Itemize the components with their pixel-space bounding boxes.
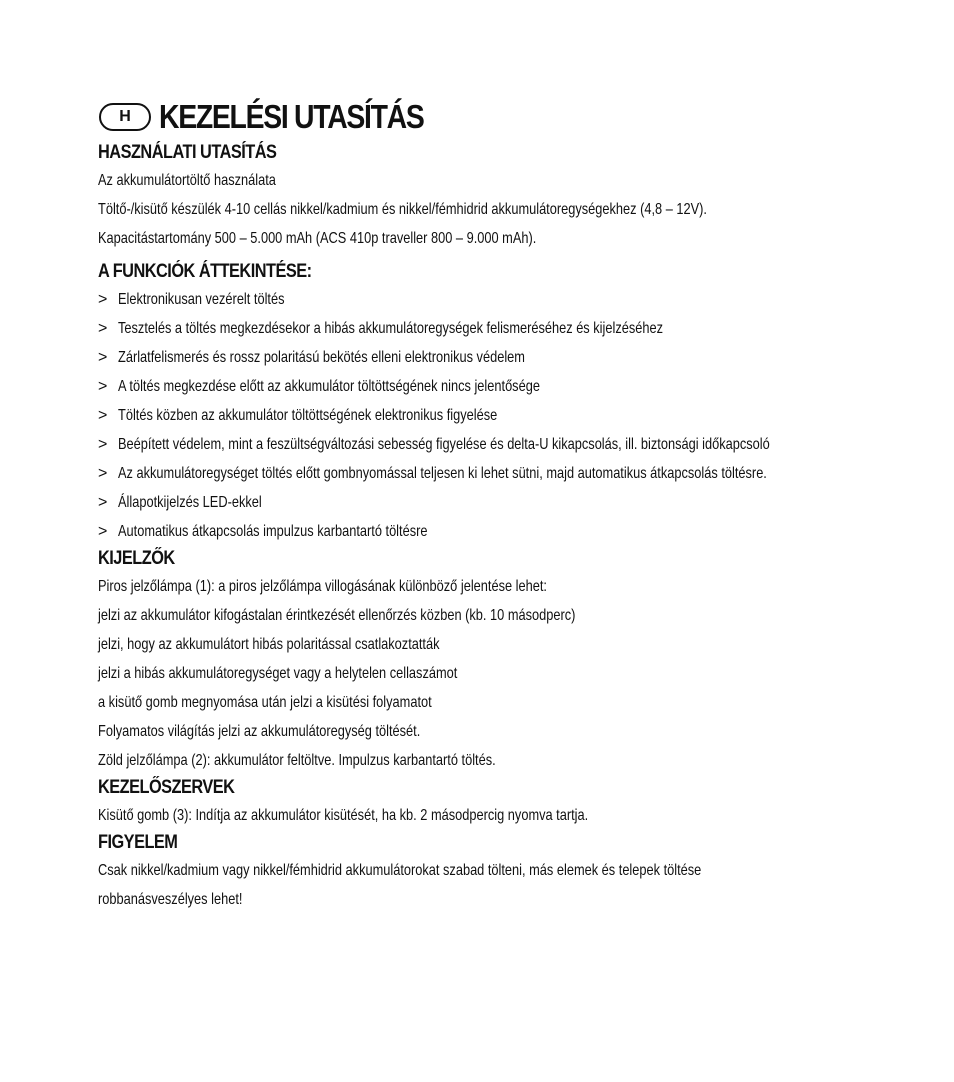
indicators-heading: KIJELZŐK	[98, 548, 175, 569]
usage-line: Az akkumulátortöltő használata	[98, 172, 276, 189]
list-item	[98, 459, 878, 488]
list-marker: >	[98, 378, 108, 395]
list-item-text: Tesztelés a töltés megkezdésekor a hibás akkumulátoregységek felismeréséhez és kijelzéséhez	[118, 320, 663, 337]
list-item-text: Állapotkijelzés LED-ekkel	[118, 494, 262, 511]
controls-section	[98, 775, 878, 830]
features-list	[98, 285, 878, 546]
list-item-text: Töltés közben az akkumulátor töltöttségének elektronikus figyelése	[118, 407, 498, 424]
list-item-text: Az akkumulátoregységet töltés előtt gombnyomással teljesen ki lehet sütni, majd automatikus átkapcsolás töltésre.	[118, 465, 767, 482]
list-marker: >	[98, 494, 108, 511]
list-marker: >	[98, 291, 108, 308]
usage-line: Kapacitástartomány 500 – 5.000 mAh (ACS 410p traveller 800 – 9.000 mAh).	[98, 230, 537, 247]
features-heading: A FUNKCIÓK ÁTTEKINTÉSE:	[98, 261, 312, 282]
indicators-line: Piros jelzőlámpa (1): a piros jelzőlámpa villogásának különböző jelentése lehet:	[98, 578, 547, 595]
list-item	[98, 343, 878, 372]
title-row	[99, 94, 878, 140]
features-section	[98, 259, 878, 546]
indicators-section	[98, 546, 878, 775]
list-marker: >	[98, 436, 108, 453]
indicators-line: jelzi az akkumulátor kifogástalan érintkezését ellenőrzés közben (kb. 10 másodperc)	[98, 607, 576, 624]
list-item-text: Zárlatfelismerés és rossz polaritású bekötés elleni elektronikus védelem	[118, 349, 525, 366]
warning-heading: FIGYELEM	[98, 832, 178, 853]
indicators-line: Folyamatos világítás jelzi az akkumulátoregység töltését.	[98, 723, 421, 740]
list-marker: >	[98, 407, 108, 424]
usage-heading: HASZNÁLATI UTASÍTÁS	[98, 142, 277, 163]
list-marker: >	[98, 523, 108, 540]
list-item-text: Automatikus átkapcsolás impulzus karbantartó töltésre	[118, 523, 428, 540]
list-item-text: Elektronikusan vezérelt töltés	[118, 291, 285, 308]
manual-page	[98, 94, 878, 914]
list-item	[98, 430, 878, 459]
list-marker: >	[98, 465, 108, 482]
language-badge: H	[99, 103, 151, 131]
warning-line: robbanásveszélyes lehet!	[98, 891, 243, 908]
warning-section	[98, 830, 878, 914]
list-item	[98, 488, 878, 517]
list-marker: >	[98, 349, 108, 366]
indicators-line: jelzi a hibás akkumulátoregységet vagy a helytelen cellaszámot	[98, 665, 458, 682]
list-item	[98, 285, 878, 314]
controls-line: Kisütő gomb (3): Indítja az akkumulátor kisütését, ha kb. 2 másodpercig nyomva tartja.	[98, 807, 589, 824]
page-title: KEZELÉSI UTASÍTÁS	[159, 98, 424, 135]
warning-line: Csak nikkel/kadmium vagy nikkel/fémhidrid akkumulátorokat szabad tölteni, más elemek és telepek töltése	[98, 862, 702, 879]
controls-heading: KEZELŐSZERVEK	[98, 777, 235, 798]
indicators-line: a kisütő gomb megnyomása után jelzi a kisütési folyamatot	[98, 694, 432, 711]
list-marker: >	[98, 320, 108, 337]
list-item-text: Beépített védelem, mint a feszültségváltozási sebesség figyelése és delta-U kikapcsolás, ill. biztonsági időkapcsoló	[118, 436, 770, 453]
list-item	[98, 517, 878, 546]
usage-section	[98, 140, 878, 253]
list-item	[98, 314, 878, 343]
list-item	[98, 401, 878, 430]
indicators-line: jelzi, hogy az akkumulátort hibás polaritással csatlakoztatták	[98, 636, 440, 653]
list-item-text: A töltés megkezdése előtt az akkumulátor töltöttségének nincs jelentősége	[118, 378, 540, 395]
usage-line: Töltő-/kisütő készülék 4-10 cellás nikkel/kadmium és nikkel/fémhidrid akkumulátoregységekhez (4,8 – 12V).	[98, 201, 707, 218]
list-item	[98, 372, 878, 401]
indicators-line: Zöld jelzőlámpa (2): akkumulátor feltöltve. Impulzus karbantartó töltés.	[98, 752, 496, 769]
